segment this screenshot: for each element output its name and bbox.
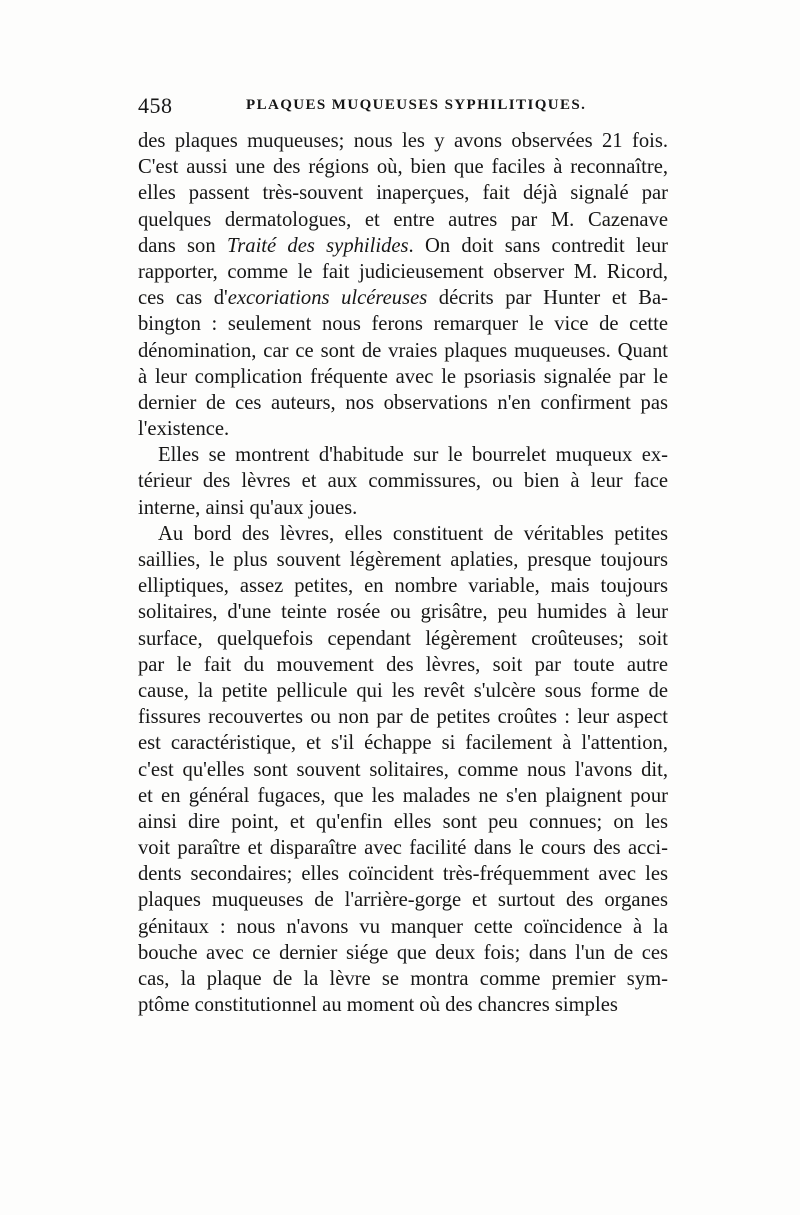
running-title: PLAQUES MUQUEUSES SYPHILITIQUES. — [246, 97, 587, 113]
text-line: dénomination, car ce sont de vraies plaques muqueuses. Quant — [138, 339, 668, 362]
text-line: Au bord des lèvres, elles constituent de véritables petites — [158, 522, 668, 545]
text-line: ainsi dire point, et qu'enfin elles sont peu connues; on les — [138, 810, 668, 833]
text-line: interne, ainsi qu'aux joues. — [138, 496, 358, 519]
body-text — [138, 128, 668, 1018]
text-line: ptôme constitutionnel au moment où des chancres simples — [138, 994, 618, 1017]
text-line: voit paraître et disparaître avec facilité dans le cours des acci- — [138, 837, 668, 860]
text-line: et en général fugaces, que les malades ne s'en plaignent pour — [138, 784, 668, 807]
text-line: cas, la plaque de la lèvre se montra comme premier sym- — [138, 968, 668, 990]
paragraph — [138, 521, 668, 1019]
text-line: par le fait du mouvement des lèvres, soit par toute autre — [138, 653, 668, 676]
text-line: c'est qu'elles sont souvent solitaires, comme nous l'avons dit, — [138, 758, 668, 781]
text-line: l'existence. — [138, 418, 230, 441]
paragraph — [138, 442, 668, 521]
text-line: dents secondaires; elles coïncident très-fréquemment avec les — [138, 863, 668, 886]
text-line: dans son Traité des syphilides. On doit sans contredit leur — [138, 234, 669, 257]
text-line: plaques muqueuses de l'arrière-gorge et surtout des organes — [138, 889, 668, 912]
text-line: bouche avec ce dernier siége que deux fois; dans l'un de ces — [138, 941, 668, 964]
text-line: génitaux : nous n'avons vu manquer cette coïncidence à la — [138, 915, 668, 938]
text-line: à leur complication fréquente avec le psoriasis signalée par le — [138, 365, 668, 388]
paragraph — [138, 128, 668, 442]
running-head — [138, 93, 668, 123]
text-line: cause, la petite pellicule qui les revêt s'ulcère sous forme de — [138, 679, 668, 702]
text-line: bington : seulement nous ferons remarquer le vice de cette — [138, 313, 668, 336]
italic-text: excoriations ulcéreuses — [227, 287, 428, 310]
text-line: dernier de ces auteurs, nos observations n'en confirment pas — [138, 391, 668, 414]
text-line: solitaires, d'une teinte rosée ou grisâtre, peu humides à leur — [138, 601, 668, 624]
text-line: surface, quelquefois cependant légèrement croûteuses; soit — [138, 627, 668, 650]
text-line: rapporter, comme le fait judicieusement observer M. Ricord, — [138, 260, 668, 283]
text-line: fissures recouvertes ou non par de petites croûtes : leur aspect — [138, 706, 668, 729]
text-line: C'est aussi une des régions où, bien que faciles à reconnaître, — [138, 156, 668, 179]
text-line: quelques dermatologues, et entre autres par M. Cazenave — [138, 208, 668, 231]
text-line: elles passent très-souvent inaperçues, fait déjà signalé par — [138, 182, 668, 205]
text-line: saillies, le plus souvent légèrement aplaties, presque toujours — [138, 549, 668, 571]
text-line: térieur des lèvres et aux commissures, ou bien à leur face — [138, 470, 668, 493]
text-line: Elles se montrent d'habitude sur le bourrelet muqueux ex- — [158, 444, 668, 467]
page-number: 458 — [138, 93, 173, 118]
text-line: elliptiques, assez petites, en nombre variable, mais toujours — [138, 575, 668, 598]
text-line: est caractéristique, et s'il échappe si facilement à l'attention, — [138, 732, 668, 755]
text-line: des plaques muqueuses; nous les y avons observées 21 fois. — [138, 130, 668, 152]
italic-text: Traité des syphilides — [226, 234, 409, 257]
text-line: ces cas d'excoriations ulcéreuses décrits par Hunter et Ba- — [138, 287, 668, 310]
